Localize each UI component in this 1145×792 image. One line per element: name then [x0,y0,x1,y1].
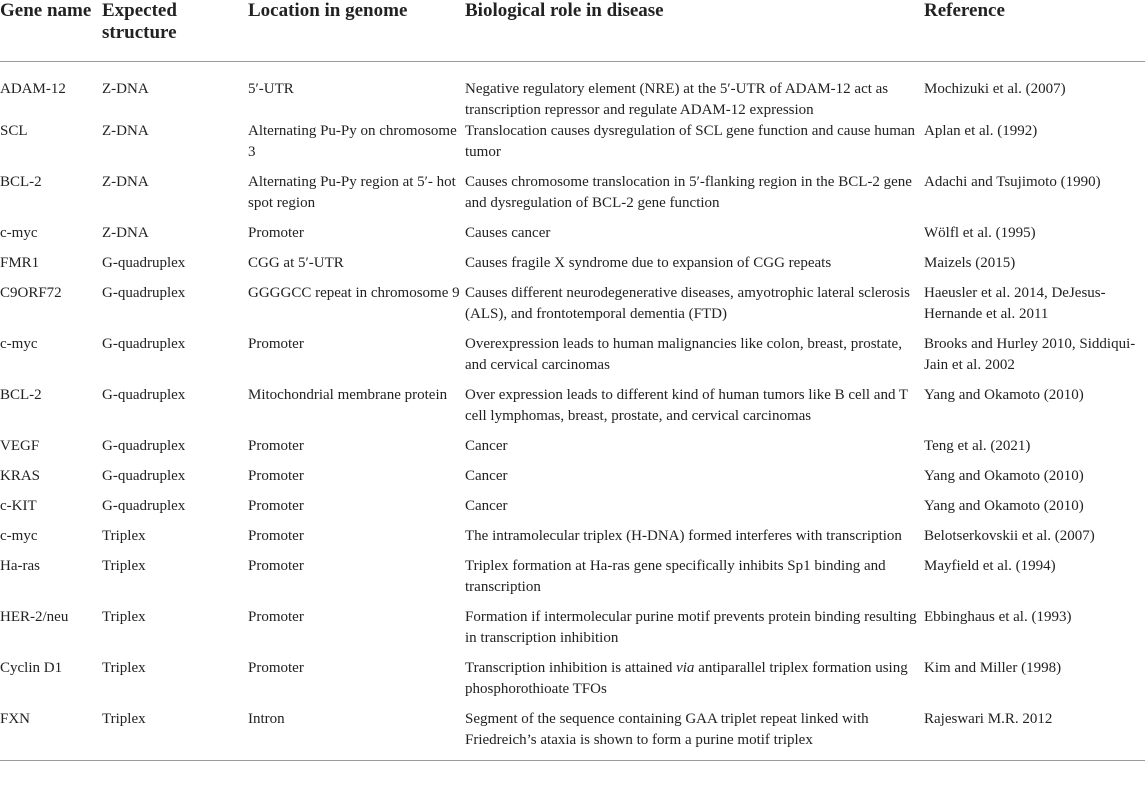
cell-location: Mitochondrial membrane protein [248,387,448,403]
cell-location: Promoter [248,438,304,454]
cell-location: Promoter [248,558,304,574]
table-row [0,556,1145,607]
table-row [0,436,1145,466]
cell-location: Promoter [248,609,304,625]
cell-role: Causes chromosome translocation in 5′-flanking region in the BCL-2 gene and dysregulation of BCL-2 gene function [465,174,912,211]
cell-structure: Triplex [102,528,146,544]
cell-location: Intron [248,709,465,761]
cell-gene: ADAM-12 [0,81,66,97]
cell-structure: Triplex [102,709,248,761]
cell-reference: Yang and Okamoto (2010) [924,387,1084,403]
cell-structure: G-quadruplex [102,438,186,454]
table-row [0,709,1145,761]
cell-role: Over expression leads to different kind of human tumors like B cell and T cell lymphomas, breast, prostate, and cervical carcinomas [465,387,908,424]
header-reference: Reference [924,0,1145,62]
cell-gene: c-KIT [0,498,37,514]
cell-role: Cancer [465,498,508,514]
cell-structure: G-quadruplex [102,336,186,352]
cell-reference: Brooks and Hurley 2010, Siddiqui-Jain et al. 2002 [924,336,1136,373]
cell-gene: HER-2/neu [0,609,69,625]
cell-reference: Maizels (2015) [924,255,1016,271]
cell-gene: FXN [0,709,102,761]
cell-reference: Ebbinghaus et al. (1993) [924,609,1072,625]
table-row [0,334,1145,385]
cell-role: Cancer [465,438,508,454]
cell-reference: Wölfl et al. (1995) [924,225,1036,241]
cell-role: Negative regulatory element (NRE) at the 5′-UTR of ADAM-12 act as transcription repressor and regulate ADAM-12 expression [465,81,889,118]
cell-reference: Teng et al. (2021) [924,438,1031,454]
cell-role: Causes fragile X syndrome due to expansion of CGG repeats [465,255,832,271]
table-row [0,385,1145,436]
cell-role: Causes different neurodegenerative diseases, amyotrophic lateral sclerosis (ALS), and frontotemporal dementia (FTD) [465,285,910,322]
cell-structure: G-quadruplex [102,285,186,301]
table-row [0,526,1145,556]
cell-structure: Z-DNA [102,81,149,97]
cell-gene: Cyclin D1 [0,660,63,676]
cell-gene: Ha-ras [0,558,40,574]
cell-reference: Belotserkovskii et al. (2007) [924,528,1095,544]
cell-role: Formation if intermolecular purine motif prevents protein binding resulting in transcription inhibition [465,609,917,646]
table-row [0,658,1145,709]
table-row [0,172,1145,223]
cell-location: Alternating Pu-Py on chromosome 3 [248,123,457,160]
cell-reference: Aplan et al. (1992) [924,123,1038,139]
cell-location: Promoter [248,336,304,352]
cell-structure: G-quadruplex [102,498,186,514]
cell-role: The intramolecular triplex (H-DNA) formed interferes with transcription [465,528,902,544]
header-gene-name: Gene name [0,0,102,62]
cell-role: Triplex formation at Ha-ras gene specifically inhibits Sp1 binding and transcription [465,558,886,595]
table-row [0,466,1145,496]
cell-role: Translocation causes dysregulation of SCL gene function and cause human tumor [465,123,916,160]
header-biological-role: Biological role in disease [465,0,924,62]
cell-structure: Triplex [102,609,146,625]
cell-location: Promoter [248,468,304,484]
cell-role: Overexpression leads to human malignancies like colon, breast, prostate, and cervical carcinomas [465,336,902,373]
cell-location: CGG at 5′-UTR [248,255,344,271]
cell-location: Alternating Pu-Py region at 5′- hot spot region [248,174,456,211]
table-row [0,121,1145,172]
cell-gene: VEGF [0,438,40,454]
cell-gene: c-myc [0,336,38,352]
cell-gene: FMR1 [0,255,40,271]
table-row [0,496,1145,526]
cell-gene: SCL [0,123,28,139]
cell-reference: Haeusler et al. 2014, DeJesus-Hernande et al. 2011 [924,285,1106,322]
cell-gene: C9ORF72 [0,285,62,301]
cell-location: 5′-UTR [248,81,294,97]
cell-location: Promoter [248,528,304,544]
cell-structure: G-quadruplex [102,387,186,403]
header-location: Location in genome [248,0,465,62]
table-row [0,223,1145,253]
cell-structure: Triplex [102,558,146,574]
cell-structure: Z-DNA [102,174,149,190]
cell-gene: c-myc [0,225,38,241]
cell-reference: Adachi and Tsujimoto (1990) [924,174,1101,190]
italic-via: via [676,660,695,676]
table-row [0,253,1145,283]
cell-structure: Z-DNA [102,225,149,241]
cell-reference: Mochizuki et al. (2007) [924,81,1066,97]
cell-gene: KRAS [0,468,41,484]
cell-location: Promoter [248,498,304,514]
cell-role: Segment of the sequence containing GAA triplet repeat linked with Friedreich’s ataxia is shown to form a purine motif triplex [465,709,924,761]
table-row [0,607,1145,658]
cell-location: GGGGCC repeat in chromosome 9 [248,285,460,301]
cell-reference: Yang and Okamoto (2010) [924,468,1084,484]
cell-location: Promoter [248,225,304,241]
cell-structure: G-quadruplex [102,255,186,271]
cell-structure: G-quadruplex [102,468,186,484]
cell-location: Promoter [248,660,304,676]
cell-gene: c-myc [0,528,38,544]
cell-role: Cancer [465,468,508,484]
cell-reference: Kim and Miller (1998) [924,660,1062,676]
cell-reference: Yang and Okamoto (2010) [924,498,1084,514]
cell-reference: Mayfield et al. (1994) [924,558,1056,574]
header-expected-structure: Expected structure [102,0,248,62]
cell-role: Transcription inhibition is attained via antiparallel triplex formation using phosphorothioate TFOs [465,660,908,697]
cell-structure: Triplex [102,660,146,676]
cell-structure: Z-DNA [102,123,149,139]
cell-gene: BCL-2 [0,387,42,403]
cell-gene: BCL-2 [0,174,42,190]
table-row [0,62,1145,122]
table-row [0,283,1145,334]
table-header-row [0,0,1145,62]
cell-reference: Rajeswari M.R. 2012 [924,709,1145,761]
cell-role: Causes cancer [465,225,551,241]
